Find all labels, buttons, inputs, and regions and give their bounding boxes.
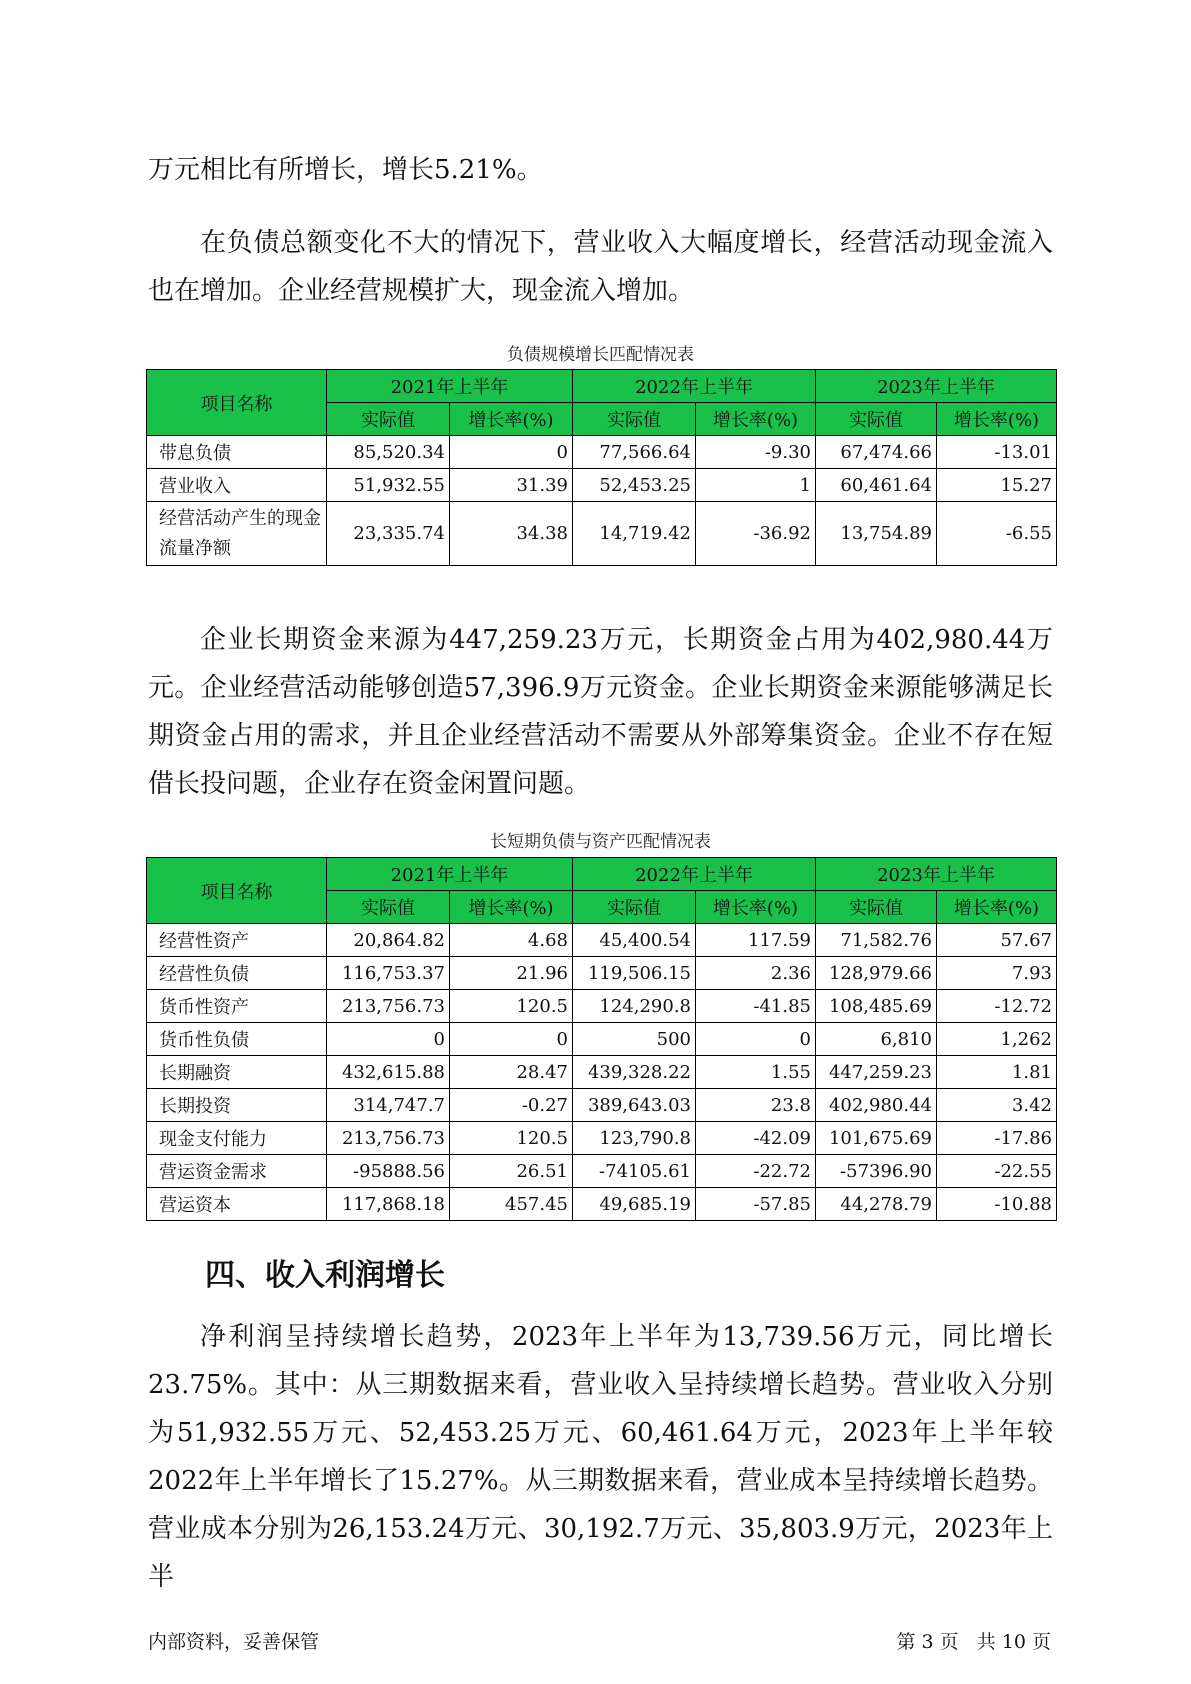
table-row — [147, 1089, 1057, 1122]
table-cell: 15.27 — [937, 469, 1057, 502]
table-row — [147, 990, 1057, 1023]
table-cell: 23.8 — [696, 1089, 816, 1122]
table-row — [147, 469, 1057, 502]
table-cell: 21.96 — [450, 957, 573, 990]
table-row — [147, 1056, 1057, 1089]
table-cell: 71,582.76 — [816, 924, 937, 957]
row-label: 经营性负债 — [147, 957, 327, 990]
paragraph-3: 企业长期资金来源为447,259.23万元，长期资金占用为402,980.44万元。企业经营活动能够创造57,396.9万元资金。企业长期资金来源能够满足长期资金占用的需求，并且企业经营活动不需要从外部筹集资金。企业不存在短借长投问题，企业存在资金闲置问题。 — [148, 625, 1053, 799]
table-cell: 439,328.22 — [573, 1056, 696, 1089]
table-cell: 117.59 — [696, 924, 816, 957]
table-cell: 389,643.03 — [573, 1089, 696, 1122]
table-cell: -12.72 — [937, 990, 1057, 1023]
table-cell: 116,753.37 — [327, 957, 450, 990]
header-period-2021: 2021年上半年 — [327, 370, 573, 403]
paragraph-2: 在负债总额变化不大的情况下，营业收入大幅度增长，经营活动现金流入也在增加。企业经营规模扩大，现金流入增加。 — [148, 228, 1053, 306]
table-cell: 1.81 — [937, 1056, 1057, 1089]
table-cell: 402,980.44 — [816, 1089, 937, 1122]
table-cell: 1 — [696, 469, 816, 502]
row-label: 经营性资产 — [147, 924, 327, 957]
table-cell: 117,868.18 — [327, 1188, 450, 1221]
table-cell: 26.51 — [450, 1155, 573, 1188]
table1-caption: 负债规模增长匹配情况表 — [507, 345, 694, 365]
table-cell: 13,754.89 — [816, 502, 937, 566]
table-cell: 1,262 — [937, 1023, 1057, 1056]
table-cell: 108,485.69 — [816, 990, 937, 1023]
paragraph-1: 万元相比有所增长，增长5.21%。 — [148, 155, 543, 185]
table-cell: 23,335.74 — [327, 502, 450, 566]
table-row — [147, 1155, 1057, 1188]
row-label: 营运资金需求 — [147, 1155, 327, 1188]
table-cell: 120.5 — [450, 1122, 573, 1155]
table-cell: 44,278.79 — [816, 1188, 937, 1221]
table-row — [147, 502, 1057, 566]
table-cell: -57396.90 — [816, 1155, 937, 1188]
header-item-name: 项目名称 — [147, 858, 327, 924]
row-label: 长期融资 — [147, 1056, 327, 1089]
table-cell: -9.30 — [696, 436, 816, 469]
table-cell: 0 — [696, 1023, 816, 1056]
table-cell: -13.01 — [937, 436, 1057, 469]
table-cell: -10.88 — [937, 1188, 1057, 1221]
table-cell: 457.45 — [450, 1188, 573, 1221]
table-row — [147, 1188, 1057, 1221]
table-cell: 432,615.88 — [327, 1056, 450, 1089]
header-actual: 实际值 — [573, 403, 696, 436]
header-growth: 增长率(%) — [937, 403, 1057, 436]
table-cell: -57.85 — [696, 1188, 816, 1221]
header-period-2023: 2023年上半年 — [816, 370, 1057, 403]
table-cell: 52,453.25 — [573, 469, 696, 502]
table-cell: 3.42 — [937, 1089, 1057, 1122]
paragraph-4: 净利润呈持续增长趋势，2023年上半年为13,739.56万元，同比增长23.75%。其中：从三期数据来看，营业收入呈持续增长趋势。营业收入分别为51,932.55万元、52,453.25万元、60,461.64万元，2023年上半年较2022年上半年增长了15.27%。从三期数据来看，营业成本呈持续增长趋势。营业成本分别为26,153.24万元、30,192.7万元、35,803.9万元，2023年上半 — [148, 1322, 1053, 1592]
table-cell: 4.68 — [450, 924, 573, 957]
table-cell: 213,756.73 — [327, 990, 450, 1023]
table-cell: -22.72 — [696, 1155, 816, 1188]
table-cell: -6.55 — [937, 502, 1057, 566]
table-cell: 0 — [450, 436, 573, 469]
table-row — [147, 957, 1057, 990]
table-cell: 85,520.34 — [327, 436, 450, 469]
table-cell: 124,290.8 — [573, 990, 696, 1023]
table-cell: 77,566.64 — [573, 436, 696, 469]
row-label: 带息负债 — [147, 436, 327, 469]
row-label: 货币性资产 — [147, 990, 327, 1023]
table-cell: -74105.61 — [573, 1155, 696, 1188]
header-item-name: 项目名称 — [147, 370, 327, 436]
table-cell: -42.09 — [696, 1122, 816, 1155]
footer-left: 内部资料，妥善保管 — [148, 1631, 320, 1653]
header-actual: 实际值 — [327, 891, 450, 924]
row-label: 经营活动产生的现金流量净额 — [147, 502, 327, 566]
header-growth: 增长率(%) — [696, 403, 816, 436]
table-cell: 1.55 — [696, 1056, 816, 1089]
header-period-2021: 2021年上半年 — [327, 858, 573, 891]
header-actual: 实际值 — [573, 891, 696, 924]
table-cell: 120.5 — [450, 990, 573, 1023]
table-cell: 49,685.19 — [573, 1188, 696, 1221]
table-cell: 34.38 — [450, 502, 573, 566]
row-label: 长期投资 — [147, 1089, 327, 1122]
table-row — [147, 1023, 1057, 1056]
table-cell: 45,400.54 — [573, 924, 696, 957]
table-cell: 51,932.55 — [327, 469, 450, 502]
table-cell: 7.93 — [937, 957, 1057, 990]
table-cell: 500 — [573, 1023, 696, 1056]
table-cell: 14,719.42 — [573, 502, 696, 566]
table-cell: 57.67 — [937, 924, 1057, 957]
footer-page-number: 第 3 页 共 10 页 — [896, 1631, 1051, 1653]
table-cell: -36.92 — [696, 502, 816, 566]
table-cell: -0.27 — [450, 1089, 573, 1122]
header-growth: 增长率(%) — [937, 891, 1057, 924]
table-cell: -95888.56 — [327, 1155, 450, 1188]
header-period-2022: 2022年上半年 — [573, 858, 816, 891]
row-label: 营运资本 — [147, 1188, 327, 1221]
table-cell: 101,675.69 — [816, 1122, 937, 1155]
table-row — [147, 1122, 1057, 1155]
table-cell: 6,810 — [816, 1023, 937, 1056]
table-cell: -22.55 — [937, 1155, 1057, 1188]
section-heading: 四、收入利润增长 — [205, 1258, 445, 1293]
row-label: 现金支付能力 — [147, 1122, 327, 1155]
long-short-term-table — [146, 857, 1057, 1221]
table-cell: 67,474.66 — [816, 436, 937, 469]
header-actual: 实际值 — [816, 403, 937, 436]
header-actual: 实际值 — [327, 403, 450, 436]
table-cell: 28.47 — [450, 1056, 573, 1089]
header-growth: 增长率(%) — [696, 891, 816, 924]
header-growth: 增长率(%) — [450, 403, 573, 436]
table-cell: 0 — [327, 1023, 450, 1056]
table-cell: 128,979.66 — [816, 957, 937, 990]
row-label: 货币性负债 — [147, 1023, 327, 1056]
table-cell: 31.39 — [450, 469, 573, 502]
table-cell: 119,506.15 — [573, 957, 696, 990]
header-period-2022: 2022年上半年 — [573, 370, 816, 403]
table-row — [147, 924, 1057, 957]
header-period-2023: 2023年上半年 — [816, 858, 1057, 891]
table-cell: 60,461.64 — [816, 469, 937, 502]
table-cell: 213,756.73 — [327, 1122, 450, 1155]
table-row — [147, 436, 1057, 469]
table-cell: -41.85 — [696, 990, 816, 1023]
table-cell: 447,259.23 — [816, 1056, 937, 1089]
table-cell: 2.36 — [696, 957, 816, 990]
table-cell: -17.86 — [937, 1122, 1057, 1155]
table-cell: 0 — [450, 1023, 573, 1056]
header-actual: 实际值 — [816, 891, 937, 924]
debt-scale-table — [146, 369, 1057, 566]
table-cell: 123,790.8 — [573, 1122, 696, 1155]
table-cell: 314,747.7 — [327, 1089, 450, 1122]
table2-caption: 长短期负债与资产匹配情况表 — [490, 832, 711, 852]
header-growth: 增长率(%) — [450, 891, 573, 924]
row-label: 营业收入 — [147, 469, 327, 502]
table-cell: 20,864.82 — [327, 924, 450, 957]
